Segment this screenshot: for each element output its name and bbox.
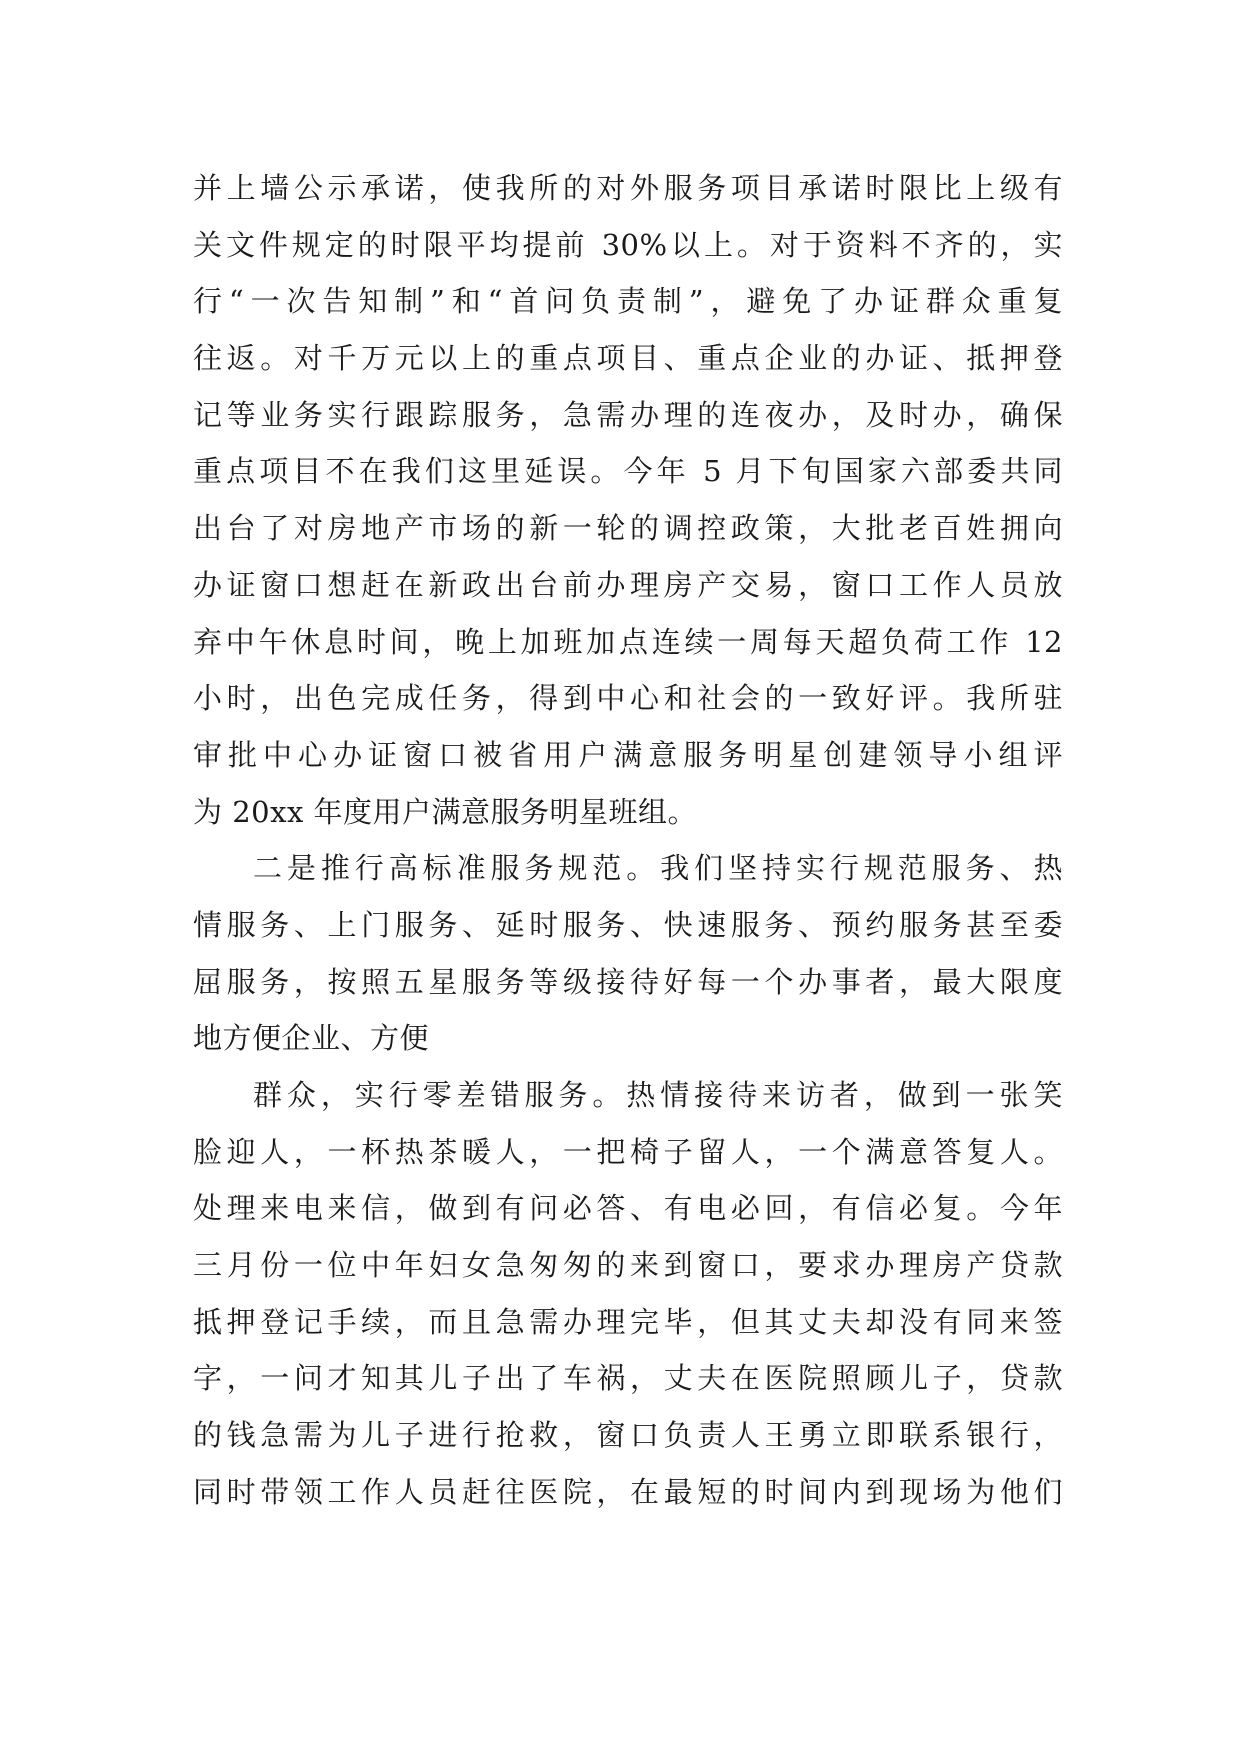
text-line: 重点项目不在我们这里延误。今年 5 月下旬国家六部委共同 <box>193 454 1063 489</box>
text-line: 为 20xx 年度用户满意服务明星班组。 <box>193 794 698 829</box>
text-line: 脸迎人，一杯热茶暖人，一把椅子留人，一个满意答复人。 <box>193 1134 1063 1169</box>
text-line: 屈服务，按照五星服务等级接待好每一个办事者，最大限度 <box>193 964 1063 999</box>
text-line: 小时，出色完成任务，得到中心和社会的一致好评。我所驻 <box>193 681 1063 716</box>
text-line: 抵押登记手续，而且急需办理完毕，但其丈夫却没有同来签 <box>193 1304 1063 1339</box>
text-line: 情服务、上门服务、延时服务、快速服务、预约服务甚至委 <box>193 907 1063 942</box>
text-line: 审批中心办证窗口被省用户满意服务明星创建领导小组评 <box>193 737 1063 772</box>
text-line: 三月份一位中年妇女急匆匆的来到窗口，要求办理房产贷款 <box>193 1248 1063 1283</box>
text-line: 出台了对房地产市场的新一轮的调控政策，大批老百姓拥向 <box>193 511 1063 546</box>
text-line: 并上墙公示承诺，使我所的对外服务项目承诺时限比上级有 <box>193 171 1063 205</box>
body-text <box>193 160 1063 1521</box>
text-line: 二是推行高标准服务规范。我们坚持实行规范服务、热 <box>253 851 1063 886</box>
text-line: 同时带领工作人员赶往医院，在最短的时间内到现场为他们 <box>193 1474 1063 1509</box>
text-line: 往返。对千万元以上的重点项目、重点企业的办证、抵押登 <box>193 341 1063 376</box>
text-line: 行“一次告知制”和“首问负责制”，避免了办证群众重复 <box>193 284 1063 319</box>
text-line: 群众，实行零差错服务。热情接待来访者，做到一张笑 <box>253 1078 1063 1112</box>
text-line: 记等业务实行跟踪服务，急需办理的连夜办，及时办，确保 <box>193 397 1063 432</box>
text-line: 处理来电来信，做到有问必答、有电必回，有信必复。今年 <box>193 1191 1063 1226</box>
text-line: 办证窗口想赶在新政出台前办理房产交易，窗口工作人员放 <box>193 567 1063 602</box>
text-line: 地方便企业、方便 <box>193 1021 430 1056</box>
text-line: 的钱急需为儿子进行抢救，窗口负责人王勇立即联系银行， <box>193 1418 1063 1453</box>
text-line: 弃中午休息时间，晚上加班加点连续一周每天超负荷工作 12 <box>193 624 1063 659</box>
text-line: 字，一问才知其儿子出了车祸，丈夫在医院照顾儿子，贷款 <box>193 1361 1063 1396</box>
text-line: 关文件规定的时限平均提前 30%以上。对于资料不齐的，实 <box>193 227 1063 262</box>
